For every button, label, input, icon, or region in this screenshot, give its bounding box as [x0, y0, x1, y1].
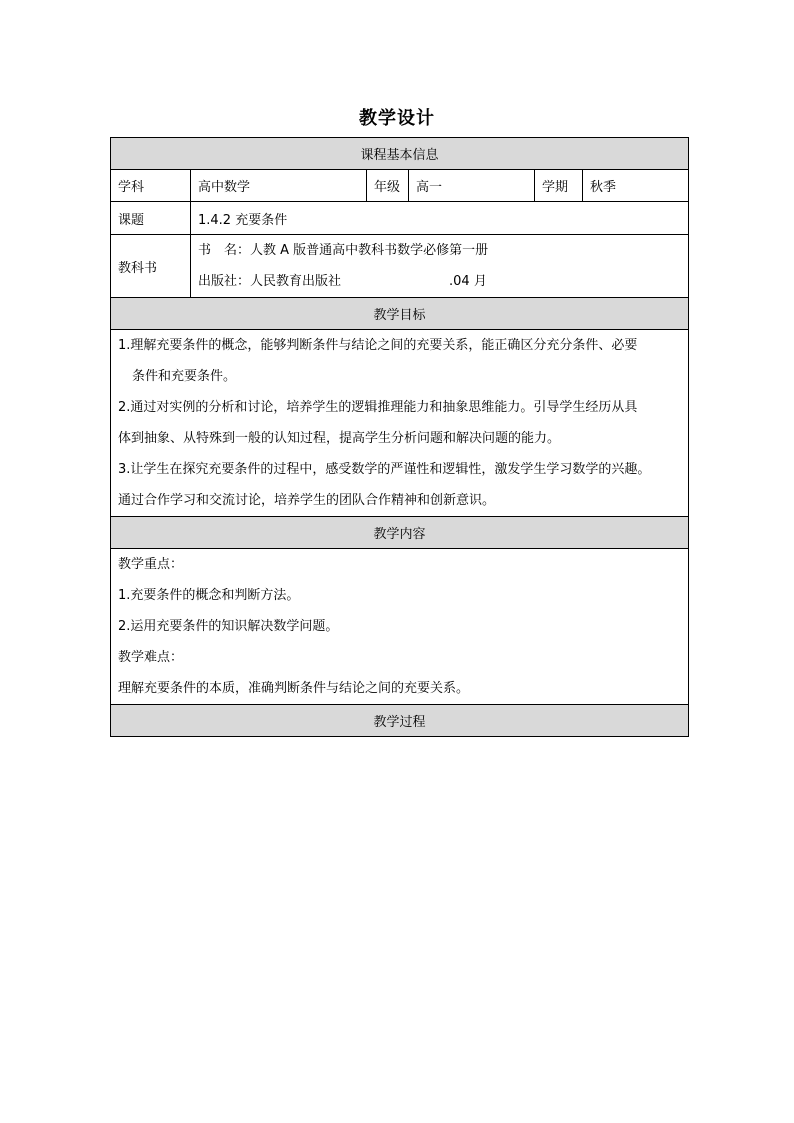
textbook-details [191, 235, 689, 298]
publisher-prefix: 出版社： [198, 274, 251, 289]
publisher-name: 人民教育出版社 [250, 274, 342, 289]
term-value: 秋季 [583, 170, 689, 202]
objectives-body [111, 330, 689, 517]
content-body [111, 549, 689, 705]
difficulty-text: 理解充要条件的本质，准确判断条件与结论之间的充要关系。 [118, 681, 470, 696]
section-content: 教学内容 [111, 517, 689, 549]
info-row [111, 170, 689, 202]
topic-value: 1.4.2 充要条件 [191, 202, 689, 235]
key-point: 1.充要条件的概念和判断方法。 [118, 588, 300, 603]
subject-value: 高中数学 [191, 170, 367, 202]
book-name-line [198, 235, 681, 266]
book-name-prefix: 书 名： [198, 243, 251, 258]
key-point: 2.运用充要条件的知识解决数学问题。 [118, 619, 339, 634]
term-label: 学期 [535, 170, 583, 202]
section-process: 教学过程 [111, 705, 689, 737]
key-points-label: 教学重点： [118, 557, 184, 572]
objective-line: 体到抽象、从特殊到一般的认知过程，提高学生分析问题和解决问题的能力。 [118, 431, 561, 446]
grade-label: 年级 [367, 170, 409, 202]
publish-date: .04 月 [449, 274, 487, 289]
section-basic-info: 课程基本信息 [111, 138, 689, 170]
difficulty-label: 教学难点： [118, 650, 184, 665]
grade-value: 高一 [409, 170, 535, 202]
topic-row [111, 202, 689, 235]
document-title: 教学设计 [359, 108, 435, 129]
section-objectives: 教学目标 [111, 298, 689, 330]
objective-line: 条件和充要条件。 [132, 369, 237, 384]
objective-line: 3.让学生在探究充要条件的过程中，感受数学的严谨性和逻辑性，激发学生学习数学的兴趣。 [118, 462, 651, 477]
objective-line: 通过合作学习和交流讨论，培养学生的团队合作精神和创新意识。 [118, 493, 496, 508]
objective-line: 2.通过对实例的分析和讨论，培养学生的逻辑推理能力和抽象思维能力。引导学生经历从具 [118, 400, 638, 415]
subject-label: 学科 [111, 170, 191, 202]
textbook-row [111, 235, 689, 298]
textbook-label: 教科书 [111, 235, 191, 298]
publisher-line [198, 266, 681, 297]
topic-label: 课题 [111, 202, 191, 235]
book-name: 人教 A 版普通高中教科书数学必修第一册 [250, 243, 489, 258]
objective-line: 1.理解充要条件的概念，能够判断条件与结论之间的充要关系，能正确区分充分条件、必要 [118, 338, 638, 353]
lesson-plan-table [110, 137, 689, 737]
